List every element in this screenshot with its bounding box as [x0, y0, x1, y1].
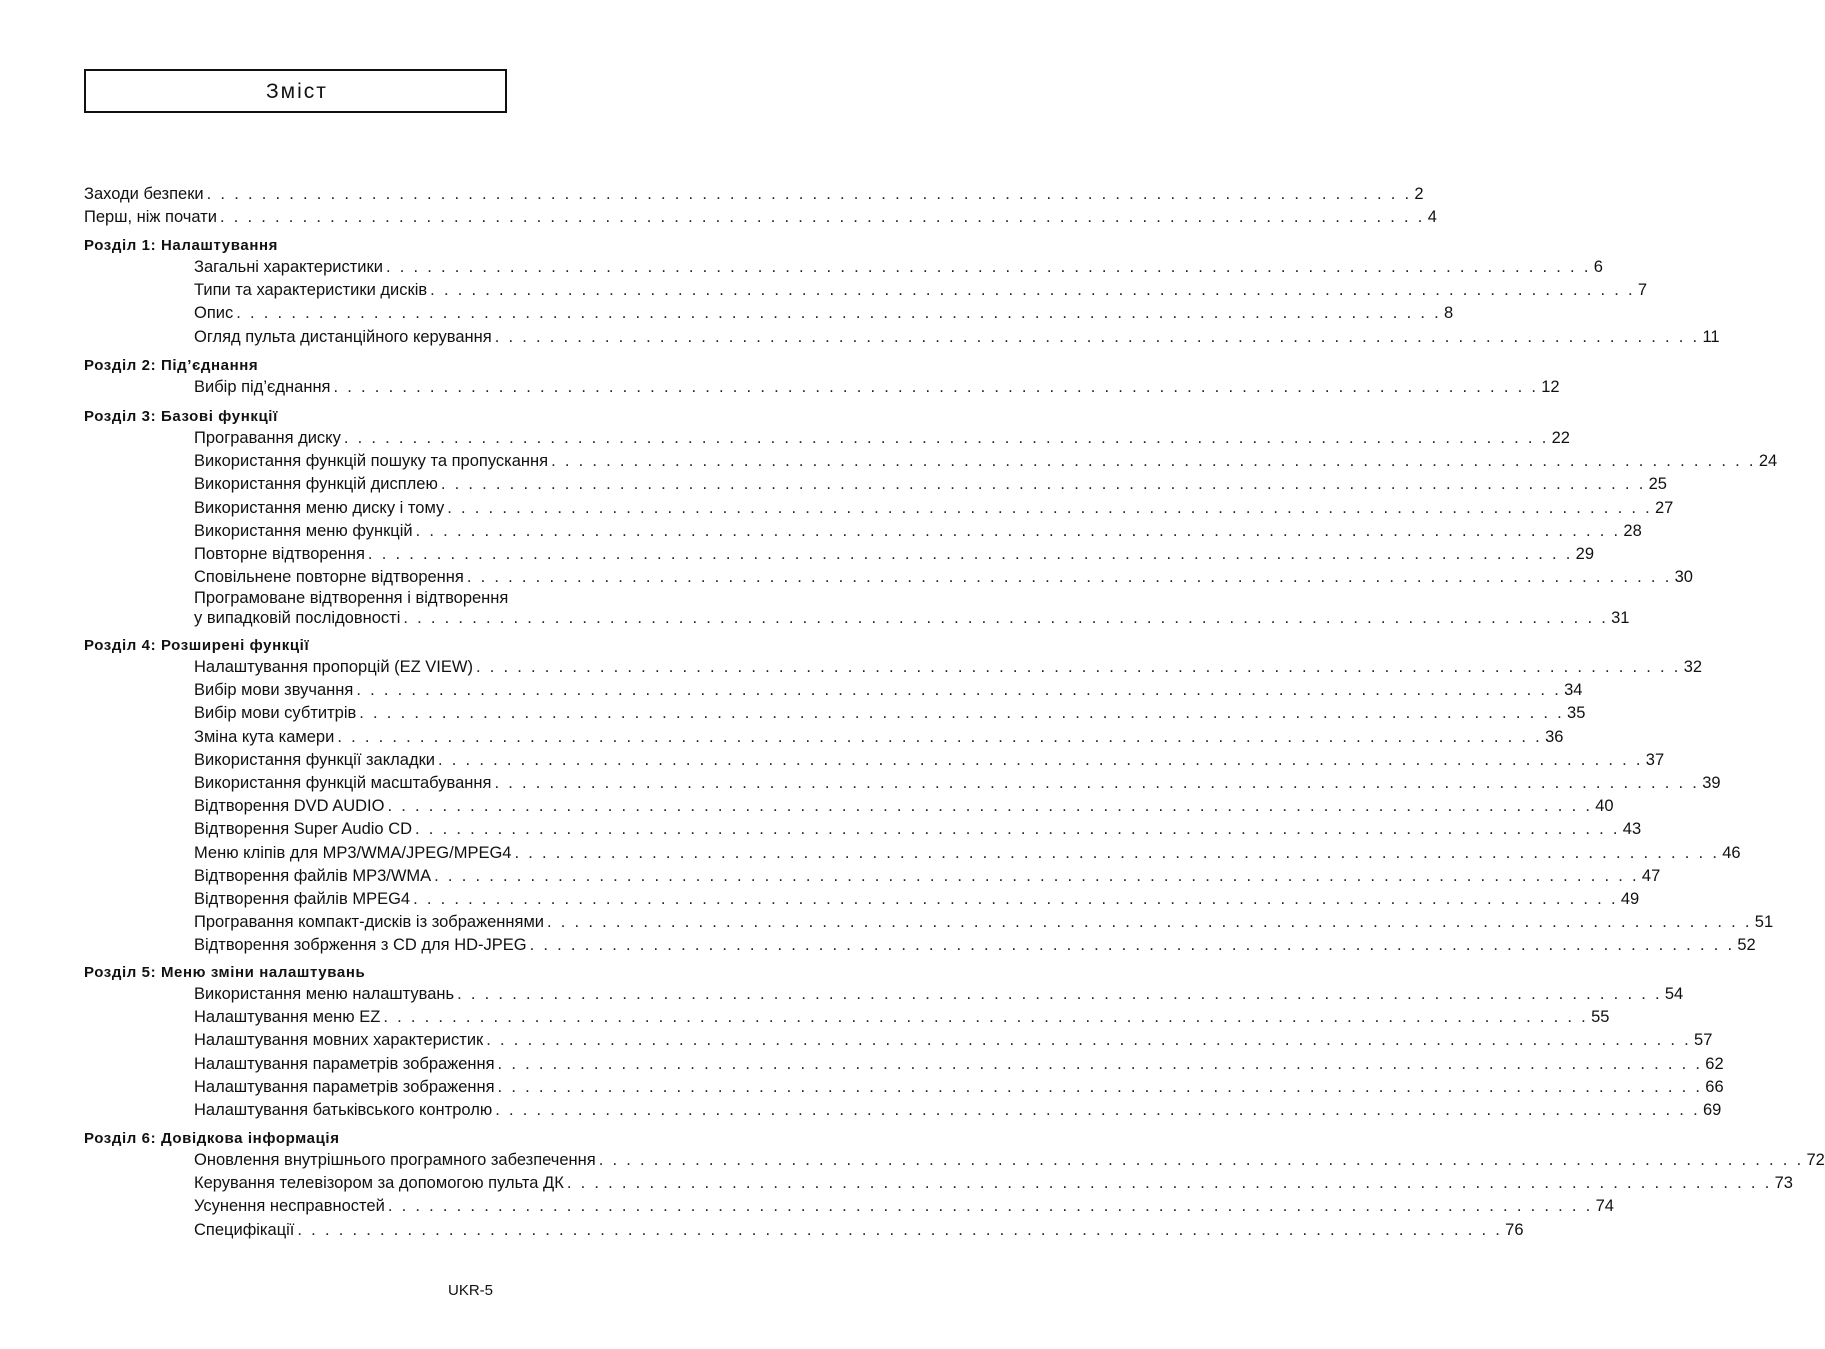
- toc-entry-page: 76: [1505, 1221, 1524, 1239]
- toc-entry[interactable]: [194, 326, 1720, 348]
- dot-leader: . . . . . . . . . . . . . . . . . . . . . . . . . . . . . . . . . . . . . . . . . . . . . . . . . . . . . . . . . . . . . . . . . . . . . . . . . . . . . . . . . . . . . . . .: [514, 844, 1720, 862]
- toc-entry-page: 28: [1623, 522, 1642, 540]
- toc-entry-label: Використання меню функцій: [194, 522, 413, 540]
- toc-entry[interactable]: [194, 589, 1630, 633]
- toc-entry-page: 73: [1774, 1174, 1793, 1192]
- toc-entry[interactable]: [194, 520, 1642, 542]
- toc-entry[interactable]: [194, 302, 1454, 324]
- toc-entry-page: 55: [1591, 1008, 1610, 1026]
- toc-entry[interactable]: [84, 206, 1437, 228]
- dot-leader: . . . . . . . . . . . . . . . . . . . . . . . . . . . . . . . . . . . . . . . . . . . . . . . . . . . . . . . . . . . . . . . . . . . . . . . . . . . . . . . . . . . . . . . .: [415, 522, 1621, 540]
- toc-entry-page: 66: [1705, 1078, 1724, 1096]
- toc-entry[interactable]: [194, 1076, 1724, 1098]
- toc-entry-page: 52: [1737, 936, 1756, 954]
- dot-leader: . . . . . . . . . . . . . . . . . . . . . . . . . . . . . . . . . . . . . . . . . . . . . . . . . . . . . . . . . . . . . . . . . . . . . . . . . . . . . . . . . . . . . . . .: [457, 985, 1662, 1003]
- toc-entry-page: 25: [1648, 475, 1667, 493]
- toc-entry-label: Налаштування мовних характеристик: [194, 1031, 484, 1049]
- toc-entry-page: 74: [1595, 1197, 1614, 1215]
- dot-leader: . . . . . . . . . . . . . . . . . . . . . . . . . . . . . . . . . . . . . . . . . . . . . . . . . . . . . . . . . . . . . . . . . . . . . . . . . . . . . . . . . . . . . . . .: [333, 378, 1539, 396]
- toc-entry-label: Відтворення DVD AUDIO: [194, 797, 385, 815]
- toc-entry-label: Повторне відтворення: [194, 545, 365, 563]
- toc-entry-label: Використання меню налаштувань: [194, 985, 455, 1003]
- toc-entry-label: Специфікації: [194, 1221, 295, 1239]
- toc-entry[interactable]: [194, 749, 1665, 771]
- toc-entry-label: Меню кліпів для MP3/WMA/JPEG/MPEG4: [194, 844, 512, 862]
- toc-entry-page: 54: [1664, 985, 1684, 1003]
- toc-entry-label: Вибір мови субтитрів: [194, 704, 357, 722]
- dot-leader: . . . . . . . . . . . . . . . . . . . . . . . . . . . . . . . . . . . . . . . . . . . . . . . . . . . . . . . . . . . . . . . . . . . . . . . . . . . . . . . . . . . . . . . .: [383, 1008, 1589, 1026]
- toc-entry-label: Налаштування параметрів зображення: [194, 1078, 495, 1096]
- toc-entry-page: 36: [1545, 728, 1564, 746]
- dot-leader: . . . . . . . . . . . . . . . . . . . . . . . . . . . . . . . . . . . . . . . . . . . . . . . . . . . . . . . . . . . . . . . . . . . . . . . . . . . . . . . . . . . . . . . .: [387, 1197, 1593, 1215]
- toc-entry-page: 2: [1414, 185, 1424, 203]
- dot-leader: . . . . . . . . . . . . . . . . . . . . . . . . . . . . . . . . . . . . . . . . . . . . . . . . . . . . . . . . . . . . . . . . . . . . . . . . . . . . . . . . . . . . . . . .: [494, 328, 1700, 346]
- toc-entry-label: Вибір під’єднання: [194, 378, 331, 396]
- dot-leader: . . . . . . . . . . . . . . . . . . . . . . . . . . . . . . . . . . . . . . . . . . . . . . . . . . . . . . . . . . . . . . . . . . . . . . . . . . . . . . . . . . . . . . . .: [438, 751, 1643, 769]
- toc-entry-label: Сповільнене повторне відтворення: [194, 568, 464, 586]
- toc-entry[interactable]: [194, 450, 1778, 472]
- dot-leader: . . . . . . . . . . . . . . . . . . . . . . . . . . . . . . . . . . . . . . . . . . . . . . . . . . . . . . . . . . . . . . . . . . . . . . . . . . . . . . . . . . . . . . . .: [415, 820, 1620, 838]
- toc-entry[interactable]: [194, 842, 1741, 864]
- toc-entry-label: Налаштування пропорцій (EZ VIEW): [194, 658, 473, 676]
- dot-leader: . . . . . . . . . . . . . . . . . . . . . . . . . . . . . . . . . . . . . . . . . . . . . . . . . . . . . . . . . . . . . . . . . . . . . . . . . . . . . . . . . . . . . . . .: [547, 913, 1752, 931]
- toc-entry-page: 24: [1758, 452, 1778, 470]
- toc-entry-page: 49: [1620, 890, 1640, 908]
- toc-entry-page: 4: [1427, 208, 1437, 226]
- toc-entry-page: 6: [1593, 258, 1603, 276]
- toc-entry-label: Відтворення файлів MPEG4: [194, 890, 411, 908]
- toc-entry[interactable]: [194, 256, 1603, 278]
- toc-entry[interactable]: [194, 911, 1774, 933]
- section-heading: Розділ 6: Довідкова інформація: [84, 1130, 340, 1147]
- toc-entry-label: Заходи безпеки: [84, 185, 204, 203]
- dot-leader: . . . . . . . . . . . . . . . . . . . . . . . . . . . . . . . . . . . . . . . . . . . . . . . . . . . . . . . . . . . . . . . . . . . . . . . . . . . . . . . . . . . . . . . .: [551, 452, 1756, 470]
- dot-leader: . . . . . . . . . . . . . . . . . . . . . . . . . . . . . . . . . . . . . . . . . . . . . . . . . . . . . . . . . . . . . . . . . . . . . . . . . . . . . . . . . . . . . . . .: [475, 658, 1681, 676]
- toc-entry-label: Програвання диску: [194, 429, 341, 447]
- toc-entry-page: 27: [1655, 499, 1674, 517]
- dot-leader: . . . . . . . . . . . . . . . . . . . . . . . . . . . . . . . . . . . . . . . . . . . . . . . . . . . . . . . . . . . . . . . . . . . . . . . . . . . . . . . . . . . . . . . .: [430, 281, 1635, 299]
- dot-leader: . . . . . . . . . . . . . . . . . . . . . . . . . . . . . . . . . . . . . . . . . . . . . . . . . . . . . . . . . . . . . . . . . . . . . . . . . . . . . . . . . . . . . . . .: [403, 609, 1609, 627]
- toc-entry[interactable]: [194, 427, 1570, 449]
- toc-entry[interactable]: [194, 818, 1642, 840]
- dot-leader: . . . . . . . . . . . . . . . . . . . . . . . . . . . . . . . . . . . . . . . . . . . . . . . . . . . . . . . . . . . . . . . . . . . . . . . . . . . . . . . . . . . . . . . .: [497, 1055, 1703, 1073]
- toc-entry[interactable]: [194, 566, 1693, 588]
- dot-leader: . . . . . . . . . . . . . . . . . . . . . . . . . . . . . . . . . . . . . . . . . . . . . . . . . . . . . . . . . . . . . . . . . . . . . . . . . . . . . . . . . . . . . . . .: [236, 304, 1441, 322]
- toc-entry-page: 51: [1754, 913, 1774, 931]
- dot-leader: . . . . . . . . . . . . . . . . . . . . . . . . . . . . . . . . . . . . . . . . . . . . . . . . . . . . . . . . . . . . . . . . . . . . . . . . . . . . . . . . . . . . . . . .: [447, 499, 1652, 517]
- toc-entry-page: 57: [1694, 1031, 1713, 1049]
- page-title: Зміст: [266, 80, 328, 103]
- dot-leader: . . . . . . . . . . . . . . . . . . . . . . . . . . . . . . . . . . . . . . . . . . . . . . . . . . . . . . . . . . . . . . . . . . . . . . . . . . . . . . . . . . . . . . . .: [566, 1174, 1772, 1192]
- toc-entry[interactable]: [194, 1219, 1524, 1241]
- toc-entry-label: Опис: [194, 304, 234, 322]
- dot-leader: . . . . . . . . . . . . . . . . . . . . . . . . . . . . . . . . . . . . . . . . . . . . . . . . . . . . . . . . . . . . . . . . . . . . . . . . . . . . . . . . . . . . . . . .: [343, 429, 1549, 447]
- toc-entry-page: 7: [1637, 281, 1648, 299]
- toc-entry-label: Відтворення файлів MP3/WMA: [194, 867, 432, 885]
- toc-entry-label: Використання функцій дисплею: [194, 475, 438, 493]
- toc-entry-label: Налаштування меню EZ: [194, 1008, 381, 1026]
- toc-entry[interactable]: [84, 183, 1424, 205]
- toc-entry-label: Усунення несправностей: [194, 1197, 385, 1215]
- toc-entry-page: 12: [1541, 378, 1560, 396]
- page-number: UKR-5: [448, 1282, 494, 1299]
- section-heading: Розділ 4: Розширені функції: [84, 637, 310, 654]
- toc-entry[interactable]: [194, 934, 1756, 956]
- toc-entry-page: 69: [1702, 1101, 1722, 1119]
- toc-entry-page: 34: [1564, 681, 1583, 699]
- toc-entry-label: Програвання компакт-дисків із зображеннями: [194, 913, 545, 931]
- toc-entry-page: 29: [1575, 545, 1595, 563]
- toc-entry-page: 8: [1444, 304, 1454, 322]
- toc-entry-page: 62: [1705, 1055, 1724, 1073]
- dot-leader: . . . . . . . . . . . . . . . . . . . . . . . . . . . . . . . . . . . . . . . . . . . . . . . . . . . . . . . . . . . . . . . . . . . . . . . . . . . . . . . . . . . . . . . .: [486, 1031, 1692, 1049]
- toc-entry-page: 46: [1722, 844, 1741, 862]
- toc-entry-label: Керування телевізором за допомогою пульта ДК: [194, 1174, 564, 1192]
- toc-entry[interactable]: [194, 473, 1667, 495]
- toc-entry[interactable]: [194, 679, 1583, 701]
- section-heading: Розділ 1: Налаштування: [84, 237, 278, 254]
- toc-entry-page: 30: [1674, 568, 1693, 586]
- toc-entry[interactable]: [194, 1149, 1825, 1171]
- dot-leader: . . . . . . . . . . . . . . . . . . . . . . . . . . . . . . . . . . . . . . . . . . . . . . . . . . . . . . . . . . . . . . . . . . . . . . . . . . . . . . . . . . . . . . . .: [466, 568, 1672, 586]
- dot-leader: . . . . . . . . . . . . . . . . . . . . . . . . . . . . . . . . . . . . . . . . . . . . . . . . . . . . . . . . . . . . . . . . . . . . . . . . . . . . . . . . . . . . . . . .: [497, 1078, 1703, 1096]
- dot-leader: . . . . . . . . . . . . . . . . . . . . . . . . . . . . . . . . . . . . . . . . . . . . . . . . . . . . . . . . . . . . . . . . . . . . . . . . . . . . . . . . . . . . . . . .: [529, 936, 1735, 954]
- dot-leader: . . . . . . . . . . . . . . . . . . . . . . . . . . . . . . . . . . . . . . . . . . . . . . . . . . . . . . . . . . . . . . . . . . . . . . . . . . . . . . . . . . . . . . . .: [440, 475, 1646, 493]
- dot-leader: . . . . . . . . . . . . . . . . . . . . . . . . . . . . . . . . . . . . . . . . . . . . . . . . . . . . . . . . . . . . . . . . . . . . . . . . . . . . . . . . . . . . . . . .: [387, 797, 1593, 815]
- toc-entry[interactable]: [194, 497, 1674, 519]
- toc-entry-page: 35: [1567, 704, 1586, 722]
- toc-entry-page: 32: [1683, 658, 1703, 676]
- toc-entry-page: 11: [1702, 328, 1720, 346]
- dot-leader: . . . . . . . . . . . . . . . . . . . . . . . . . . . . . . . . . . . . . . . . . . . . . . . . . . . . . . . . . . . . . . . . . . . . . . . . . . . . . . . . . . . . . . . .: [219, 208, 1425, 226]
- toc-entry[interactable]: [194, 888, 1640, 910]
- dot-leader: . . . . . . . . . . . . . . . . . . . . . . . . . . . . . . . . . . . . . . . . . . . . . . . . . . . . . . . . . . . . . . . . . . . . . . . . . . . . . . . . . . . . . . . .: [494, 774, 1700, 792]
- toc-entry-label: Використання функцій пошуку та пропускання: [194, 452, 549, 470]
- toc-entry-label: Використання меню диску і тому: [194, 499, 445, 517]
- toc-entry-label-continued: у випадковій послідовності: [194, 609, 401, 627]
- dot-leader: . . . . . . . . . . . . . . . . . . . . . . . . . . . . . . . . . . . . . . . . . . . . . . . . . . . . . . . . . . . . . . . . . . . . . . . . . . . . . . . . . . . . . . . .: [297, 1221, 1503, 1239]
- toc-entry[interactable]: [194, 1006, 1610, 1028]
- section-heading: Розділ 3: Базові функції: [84, 408, 278, 425]
- toc-entry[interactable]: [194, 1053, 1724, 1075]
- toc-entry[interactable]: [194, 656, 1703, 678]
- toc-entry-label: Налаштування параметрів зображення: [194, 1055, 495, 1073]
- toc-entry-page: 43: [1622, 820, 1642, 838]
- dot-leader: . . . . . . . . . . . . . . . . . . . . . . . . . . . . . . . . . . . . . . . . . . . . . . . . . . . . . . . . . . . . . . . . . . . . . . . . . . . . . . . . . . . . . . . .: [359, 704, 1565, 722]
- toc-entry-label: Перш, ніж почати: [84, 208, 217, 226]
- toc-entry[interactable]: [194, 543, 1595, 565]
- dot-leader: . . . . . . . . . . . . . . . . . . . . . . . . . . . . . . . . . . . . . . . . . . . . . . . . . . . . . . . . . . . . . . . . . . . . . . . . . . . . . . . . . . . . . . . .: [385, 258, 1591, 276]
- toc-entry-label: Зміна кута камери: [194, 728, 335, 746]
- toc-entry-label: Оновлення внутрішнього програмного забезпечення: [194, 1151, 596, 1169]
- section-heading: Розділ 5: Меню зміни налаштувань: [84, 964, 366, 981]
- toc-entry[interactable]: [194, 279, 1648, 301]
- dot-leader: . . . . . . . . . . . . . . . . . . . . . . . . . . . . . . . . . . . . . . . . . . . . . . . . . . . . . . . . . . . . . . . . . . . . . . . . . . . . . . . . . . . . . . . .: [356, 681, 1562, 699]
- toc-entry-page: 40: [1595, 797, 1614, 815]
- toc-entry-page: 39: [1702, 774, 1721, 792]
- dot-leader: . . . . . . . . . . . . . . . . . . . . . . . . . . . . . . . . . . . . . . . . . . . . . . . . . . . . . . . . . . . . . . . . . . . . . . . . . . . . . . . . . . . . . . . .: [337, 728, 1543, 746]
- toc-entry-label: Вибір мови звучання: [194, 681, 354, 699]
- toc-entry[interactable]: [194, 865, 1661, 887]
- dot-leader: . . . . . . . . . . . . . . . . . . . . . . . . . . . . . . . . . . . . . . . . . . . . . . . . . . . . . . . . . . . . . . . . . . . . . . . . . . . . . . . . . . . . . . . .: [413, 890, 1618, 908]
- toc-entry-page: 37: [1645, 751, 1665, 769]
- toc-entry-page: 47: [1641, 867, 1661, 885]
- toc-entry-label: Налаштування батьківського контролю: [194, 1101, 493, 1119]
- title-box: [84, 69, 507, 113]
- toc-entry[interactable]: [194, 1099, 1722, 1121]
- toc-entry[interactable]: [194, 795, 1614, 817]
- toc-entry-label: Огляд пульта дистанційного керування: [194, 328, 492, 346]
- toc-entry-label: Загальні характеристики: [194, 258, 383, 276]
- toc-entry-label: Програмоване відтворення і відтворення: [194, 589, 509, 607]
- section-heading: Розділ 2: Під’єднання: [84, 357, 259, 374]
- toc-entry[interactable]: [194, 1172, 1793, 1194]
- toc-entry[interactable]: [194, 376, 1560, 398]
- toc-entry[interactable]: [194, 1029, 1713, 1051]
- toc-entry[interactable]: [194, 1195, 1614, 1217]
- dot-leader: . . . . . . . . . . . . . . . . . . . . . . . . . . . . . . . . . . . . . . . . . . . . . . . . . . . . . . . . . . . . . . . . . . . . . . . . . . . . . . . . . . . . . . . .: [495, 1101, 1700, 1119]
- toc-entry-page: 22: [1551, 429, 1570, 447]
- toc-entry[interactable]: [194, 772, 1721, 794]
- dot-leader: . . . . . . . . . . . . . . . . . . . . . . . . . . . . . . . . . . . . . . . . . . . . . . . . . . . . . . . . . . . . . . . . . . . . . . . . . . . . . . . . . . . . . . . .: [434, 867, 1639, 885]
- toc-entry-label: Відтворення зобрження з CD для HD-JPEG: [194, 936, 527, 954]
- toc-entry-label: Відтворення Super Audio CD: [194, 820, 413, 838]
- dot-leader: . . . . . . . . . . . . . . . . . . . . . . . . . . . . . . . . . . . . . . . . . . . . . . . . . . . . . . . . . . . . . . . . . . . . . . . . . . . . . . . . . . . . . . . .: [206, 185, 1412, 203]
- dot-leader: . . . . . . . . . . . . . . . . . . . . . . . . . . . . . . . . . . . . . . . . . . . . . . . . . . . . . . . . . . . . . . . . . . . . . . . . . . . . . . . . . . . . . . . .: [367, 545, 1573, 563]
- toc-entry[interactable]: [194, 702, 1586, 724]
- toc-entry-page: 72: [1806, 1151, 1825, 1169]
- toc-entry[interactable]: [194, 726, 1564, 748]
- toc-entry-label: Типи та характеристики дисків: [194, 281, 428, 299]
- dot-leader: . . . . . . . . . . . . . . . . . . . . . . . . . . . . . . . . . . . . . . . . . . . . . . . . . . . . . . . . . . . . . . . . . . . . . . . . . . . . . . . . . . . . . . . .: [598, 1151, 1804, 1169]
- toc-entry-label: Використання функції закладки: [194, 751, 436, 769]
- toc-entry-page: 31: [1611, 609, 1630, 627]
- toc-entry-label: Використання функцій масштабування: [194, 774, 492, 792]
- toc-entry[interactable]: [194, 983, 1684, 1005]
